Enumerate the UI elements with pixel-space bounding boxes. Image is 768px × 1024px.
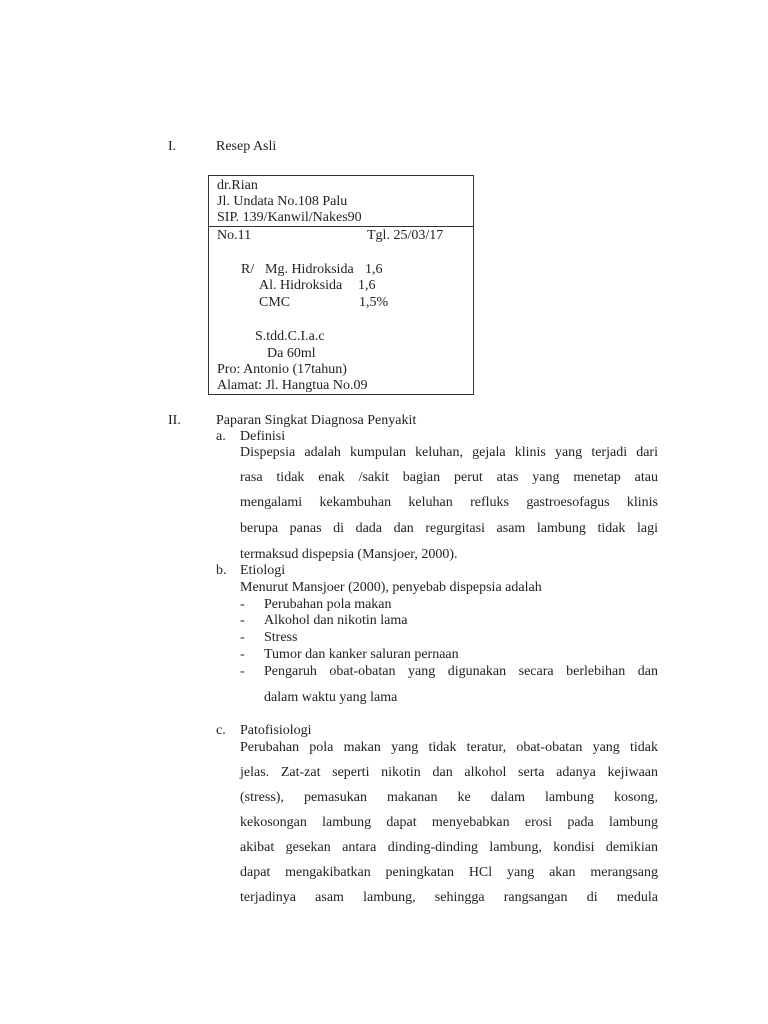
etiologi-bullet: Stress (264, 630, 298, 645)
prescription-divider (209, 226, 473, 227)
patofisiologi-line: Perubahan pola makan yang tidak teratur, obat-obatan yang tidak (240, 740, 658, 755)
subsection-letter: b. (216, 563, 227, 578)
section-2-title: Paparan Singkat Diagnosa Penyakit (216, 413, 417, 428)
patofisiologi-line: terjadinya asam lambung, sehingga rangsangan di medula (240, 890, 658, 905)
etiologi-bullet: Perubahan pola makan (264, 597, 392, 612)
etiologi-bullet: Tumor dan kanker saluran pernaan (264, 647, 459, 662)
bullet-dash: - (240, 630, 245, 645)
patient-address: Alamat: Jl. Hangtua No.09 (217, 378, 368, 393)
bullet-dash: - (240, 664, 245, 679)
recipe-item-amount: 1,5% (359, 295, 389, 310)
bullet-dash: - (240, 597, 245, 612)
recipe-item-name: Al. Hidroksida (259, 278, 343, 293)
section-2-number: II. (168, 413, 181, 428)
doctor-sip: SIP. 139/Kanwil/Nakes90 (217, 210, 362, 225)
definisi-line: berupa panas di dada dan regurgitasi asam lambung tidak lagi (240, 521, 658, 536)
prescription-date: Tgl. 25/03/17 (367, 228, 444, 243)
patient-name: Pro: Antonio (17tahun) (217, 362, 347, 377)
doctor-address: Jl. Undata No.108 Palu (217, 194, 348, 209)
etiologi-title: Etiologi (240, 563, 286, 578)
section-1-title: Resep Asli (216, 139, 277, 154)
bullet-dash: - (240, 613, 245, 628)
subsection-letter: a. (216, 429, 226, 444)
prescription-box (208, 175, 474, 395)
etiologi-bullet: Alkohol dan nikotin lama (264, 613, 408, 628)
patofisiologi-title: Patofisiologi (240, 723, 312, 738)
recipe-item-amount: 1,6 (358, 278, 376, 293)
patofisiologi-line: jelas. Zat-zat seperti nikotin dan alkohol serta adanya kejiwaan (240, 765, 658, 780)
definisi-line: Dispepsia adalah kumpulan keluhan, gejala klinis yang terjadi dari (240, 445, 658, 460)
bullet-dash: - (240, 647, 245, 662)
prescription-number: No.11 (217, 228, 252, 243)
definisi-title: Definisi (240, 429, 286, 444)
patofisiologi-line: akibat gesekan antara dinding-dinding lambung, kondisi demikian (240, 840, 658, 855)
dispense-amount: Da 60ml (267, 346, 316, 361)
patofisiologi-line: kekosongan lambung dapat menyebabkan erosi pada lambung (240, 815, 658, 830)
etiologi-bullet-continuation: dalam waktu yang lama (264, 690, 398, 705)
recipe-symbol: R/ (241, 262, 255, 277)
definisi-line: termaksud dispepsia (Mansjoer, 2000). (240, 547, 458, 562)
etiologi-intro: Menurut Mansjoer (2000), penyebab dispepsia adalah (240, 580, 542, 595)
patofisiologi-line: dapat mengakibatkan peningkatan HCl yang akan merangsang (240, 865, 658, 880)
subsection-letter: c. (216, 723, 226, 738)
section-1-number: I. (168, 139, 177, 154)
patofisiologi-line: (stress), pemasukan makanan ke dalam lambung kosong, (240, 790, 658, 805)
signa: S.tdd.C.I.a.c (255, 329, 325, 344)
definisi-line: rasa tidak enak /sakit bagian perut atas yang menetap atau (240, 470, 658, 485)
definisi-line: mengalami kekambuhan keluhan refluks gastroesofagus klinis (240, 495, 658, 510)
doctor-name: dr.Rian (217, 178, 258, 193)
recipe-item-amount: 1,6 (365, 262, 383, 277)
recipe-item-name: Mg. Hidroksida (265, 262, 354, 277)
etiologi-bullet: Pengaruh obat-obatan yang digunakan secara berlebihan dan (264, 664, 658, 679)
recipe-item-name: CMC (259, 295, 291, 310)
